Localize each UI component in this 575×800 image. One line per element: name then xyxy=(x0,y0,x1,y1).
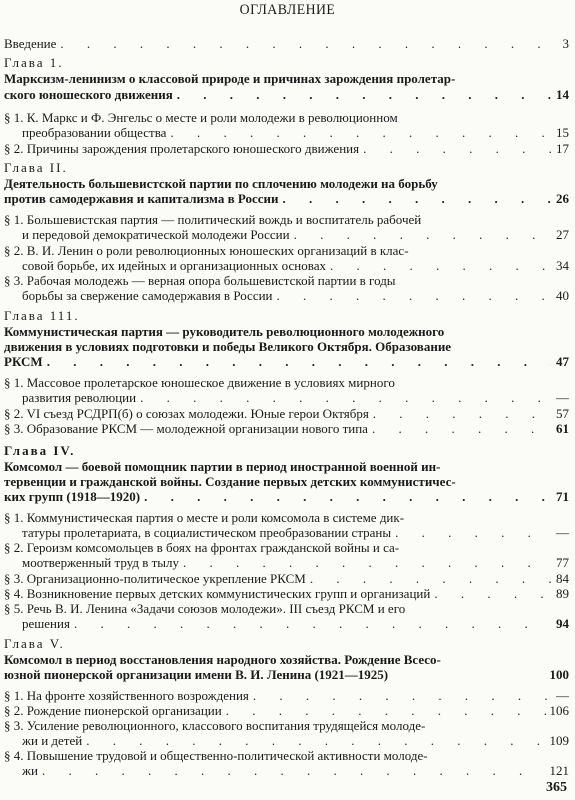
toc-entry-page: 26 xyxy=(556,191,569,206)
toc-entry-page: 71 xyxy=(556,489,569,504)
chapter-title-line: Коммунистическая партия — руководитель революционного молодежного xyxy=(4,324,445,339)
page-title: ОГЛАВЛЕНИЕ xyxy=(239,2,336,18)
chapter-title-3-b xyxy=(4,339,569,354)
chapter-title-line: Комсомол — боевой помощник партии в период иностранной военной ин- xyxy=(4,459,441,474)
leader-dots xyxy=(363,141,551,156)
section-text: преобразовании общества xyxy=(22,125,167,140)
toc-entry-page: — xyxy=(556,688,569,703)
leader-dots xyxy=(74,616,551,631)
section-5-2 xyxy=(4,703,569,718)
chapter-title-line: ких групп (1918—1920) xyxy=(4,489,141,504)
section-4-2 xyxy=(4,540,569,555)
section-1-1 xyxy=(4,110,569,125)
chapter-label: Глава 1. xyxy=(4,55,64,70)
chapter-label: Глава IV. xyxy=(4,443,76,458)
leader-dots xyxy=(330,258,551,273)
toc-entry-page: 14 xyxy=(556,87,569,102)
leader-dots xyxy=(183,555,551,570)
chapter-title-2 xyxy=(4,176,569,191)
section-4-4 xyxy=(4,586,569,601)
section-5-3 xyxy=(4,718,569,733)
leader-dots xyxy=(294,227,551,242)
section-text: моотверженный труд в тылу xyxy=(22,555,180,570)
chapter-title-5 xyxy=(4,652,569,667)
leader-dots xyxy=(373,406,551,421)
leader-dots xyxy=(42,763,546,778)
chapter-title-line: тервенции и гражданской войны. Создание первых детских коммунистичес- xyxy=(4,474,456,489)
toc-entry-page: 3 xyxy=(562,36,569,51)
page-number: 365 xyxy=(546,780,567,795)
toc-entry-text: Введение xyxy=(4,36,57,51)
toc-entry-page: 27 xyxy=(556,227,569,242)
section-4-5-end xyxy=(22,616,569,631)
chapter-title-line: Комсомол в период восстановления народного хозяйства. Рождение Всесо- xyxy=(4,652,441,667)
chapter-title-3-end xyxy=(4,354,569,369)
chapter-title-1-end xyxy=(4,87,569,102)
section-text: § 2. Рождение пионерской организации xyxy=(4,703,222,718)
chapter-title-2-end xyxy=(4,191,569,206)
section-text: § 1. Большевистская партия — политический вождь и воспитатель рабочей xyxy=(4,212,422,227)
section-text: § 1. К. Маркс и Ф. Энгельс о месте и роли молодежи в революционном xyxy=(4,110,398,125)
toc-entry-page: 47 xyxy=(556,354,569,369)
section-4-3 xyxy=(4,571,569,586)
chapter-title-line: юзной пионерской организации имени В. И. Ленина (1921—1925) xyxy=(4,667,389,682)
leader-dots xyxy=(140,390,551,405)
chapter-label: Глава 111. xyxy=(4,308,80,323)
section-4-1-end xyxy=(22,525,569,540)
section-text: § 1. На фронте хозяйственного возрождения xyxy=(4,688,249,703)
leader-dots xyxy=(144,489,551,504)
leader-dots xyxy=(177,87,551,102)
section-4-2-end xyxy=(22,555,569,570)
chapter-heading-3 xyxy=(4,308,569,323)
section-text: жи xyxy=(22,763,38,778)
section-4-1 xyxy=(4,510,569,525)
toc-entry-page: 106 xyxy=(549,703,569,718)
toc-entry-page: 109 xyxy=(549,733,569,748)
toc-entry-page: 15 xyxy=(556,125,569,140)
section-3-1-end xyxy=(22,390,569,405)
chapter-heading-2 xyxy=(4,160,569,175)
leader-dots xyxy=(434,586,551,601)
section-text: § 1. Массовое пролетарское юношеское движение в условиях мирного xyxy=(4,375,395,390)
toc-entry-page: 77 xyxy=(556,555,569,570)
section-text: § 2. VI съезд РСДРП(б) о союзах молодежи. Юные герои Октября xyxy=(4,406,369,421)
toc-entry-page: — xyxy=(556,390,569,405)
section-text: § 1. Коммунистическая партия о месте и роли комсомола в системе дик- xyxy=(4,510,405,525)
chapter-title-4-end xyxy=(4,489,569,504)
toc-entry-page: 84 xyxy=(556,571,569,586)
section-text: татуры пролетариата, в социалистическом преобразовании страны xyxy=(22,525,392,540)
toc-entry-page: 121 xyxy=(549,763,569,778)
toc-entry-page: 100 xyxy=(549,667,569,682)
section-5-4 xyxy=(4,748,569,763)
section-5-4-end xyxy=(22,763,569,778)
toc-entry-page: 89 xyxy=(556,586,569,601)
chapter-title-3 xyxy=(4,324,569,339)
section-text: § 2. Героизм комсомольцев в боях на фронтах гражданской войны и са- xyxy=(4,540,400,555)
chapter-title-line: движения в условиях подготовки и победы Великого Октября. Образование xyxy=(4,339,452,354)
section-text: § 2. Причины зарождения пролетарского юношеского движения xyxy=(4,141,360,156)
section-text: § 3. Рабочая молодежь — верная опора большевистской партии в годы xyxy=(4,273,396,288)
chapter-heading-1 xyxy=(4,55,569,70)
leader-dots xyxy=(60,36,551,51)
chapter-label: Глава V. xyxy=(4,636,65,651)
leader-dots xyxy=(226,703,546,718)
chapter-label: Глава II. xyxy=(4,160,68,175)
section-text: § 4. Возникновение первых детских коммунистических групп и организаций xyxy=(4,586,431,601)
chapter-title-4-b xyxy=(4,474,569,489)
section-text: § 3. Усиление революционного, классового воспитания трудящейся молоде- xyxy=(4,718,426,733)
section-1-2 xyxy=(4,141,569,156)
chapter-title-1 xyxy=(4,71,569,86)
section-text: § 3. Организационно-политическое укрепление РКСМ xyxy=(4,571,306,586)
toc-entry-intro xyxy=(4,36,569,51)
leader-dots xyxy=(372,421,551,436)
section-5-1 xyxy=(4,688,569,703)
section-text: борьбы за свержение самодержавия в России xyxy=(22,288,273,303)
section-text: § 5. Речь В. И. Ленина «Задачи союзов молодежи». III съезд РКСМ и его xyxy=(4,601,406,616)
leader-dots xyxy=(277,288,552,303)
section-text: § 4. Повышение трудовой и общественно-политической активности молоде- xyxy=(4,748,428,763)
section-4-5 xyxy=(4,601,569,616)
leader-dots xyxy=(86,733,545,748)
section-2-1 xyxy=(4,212,569,227)
leader-dots xyxy=(47,354,551,369)
section-2-2 xyxy=(4,243,569,258)
toc-entry-page: 34 xyxy=(556,258,569,273)
chapter-heading-4 xyxy=(4,443,569,458)
section-text: развития революции xyxy=(22,390,137,405)
chapter-title-5-end xyxy=(4,667,569,682)
section-3-3 xyxy=(4,421,569,436)
leader-dots xyxy=(395,525,551,540)
section-text: и передовой демократической молодежи России xyxy=(22,227,290,242)
section-3-2 xyxy=(4,406,569,421)
section-1-1-end xyxy=(22,125,569,140)
leader-dots xyxy=(170,125,551,140)
section-2-3 xyxy=(4,273,569,288)
section-2-1-end xyxy=(22,227,569,242)
chapter-title-line: против самодержавия и капитализма в России xyxy=(4,191,279,206)
chapter-heading-5 xyxy=(4,636,569,651)
section-3-1 xyxy=(4,375,569,390)
section-2-2-end xyxy=(22,258,569,273)
leader-dots xyxy=(310,571,551,586)
section-5-3-end xyxy=(22,733,569,748)
toc-entry-page: 57 xyxy=(556,406,569,421)
toc-entry-page: — xyxy=(556,525,569,540)
chapter-title-line: Деятельность большевистской партии по сплочению молодежи на борьбу xyxy=(4,176,438,191)
section-text: § 2. В. И. Ленин о роли революционных юношеских организаций в клас- xyxy=(4,243,409,258)
section-2-3-end xyxy=(22,288,569,303)
section-text: решения xyxy=(22,616,70,631)
chapter-title-line: Марксизм-ленинизм о классовой природе и причинах зарождения пролетар- xyxy=(4,71,456,86)
chapter-title-line: ского юношеского движения xyxy=(4,87,173,102)
section-text: § 3. Образование РКСМ — молодежной организации нового типа xyxy=(4,421,368,436)
section-text: жи и детей xyxy=(22,733,83,748)
chapter-title-4 xyxy=(4,459,569,474)
toc-entry-page: 17 xyxy=(556,141,569,156)
leader-dots xyxy=(282,191,551,206)
section-text: совой борьбе, их идейных и организационных основах xyxy=(22,258,326,273)
toc-entry-page: 94 xyxy=(556,616,569,631)
toc-entry-page: 40 xyxy=(556,288,569,303)
leader-dots xyxy=(253,688,551,703)
chapter-title-line: РКСМ xyxy=(4,354,43,369)
toc-entry-page: 61 xyxy=(556,421,569,436)
